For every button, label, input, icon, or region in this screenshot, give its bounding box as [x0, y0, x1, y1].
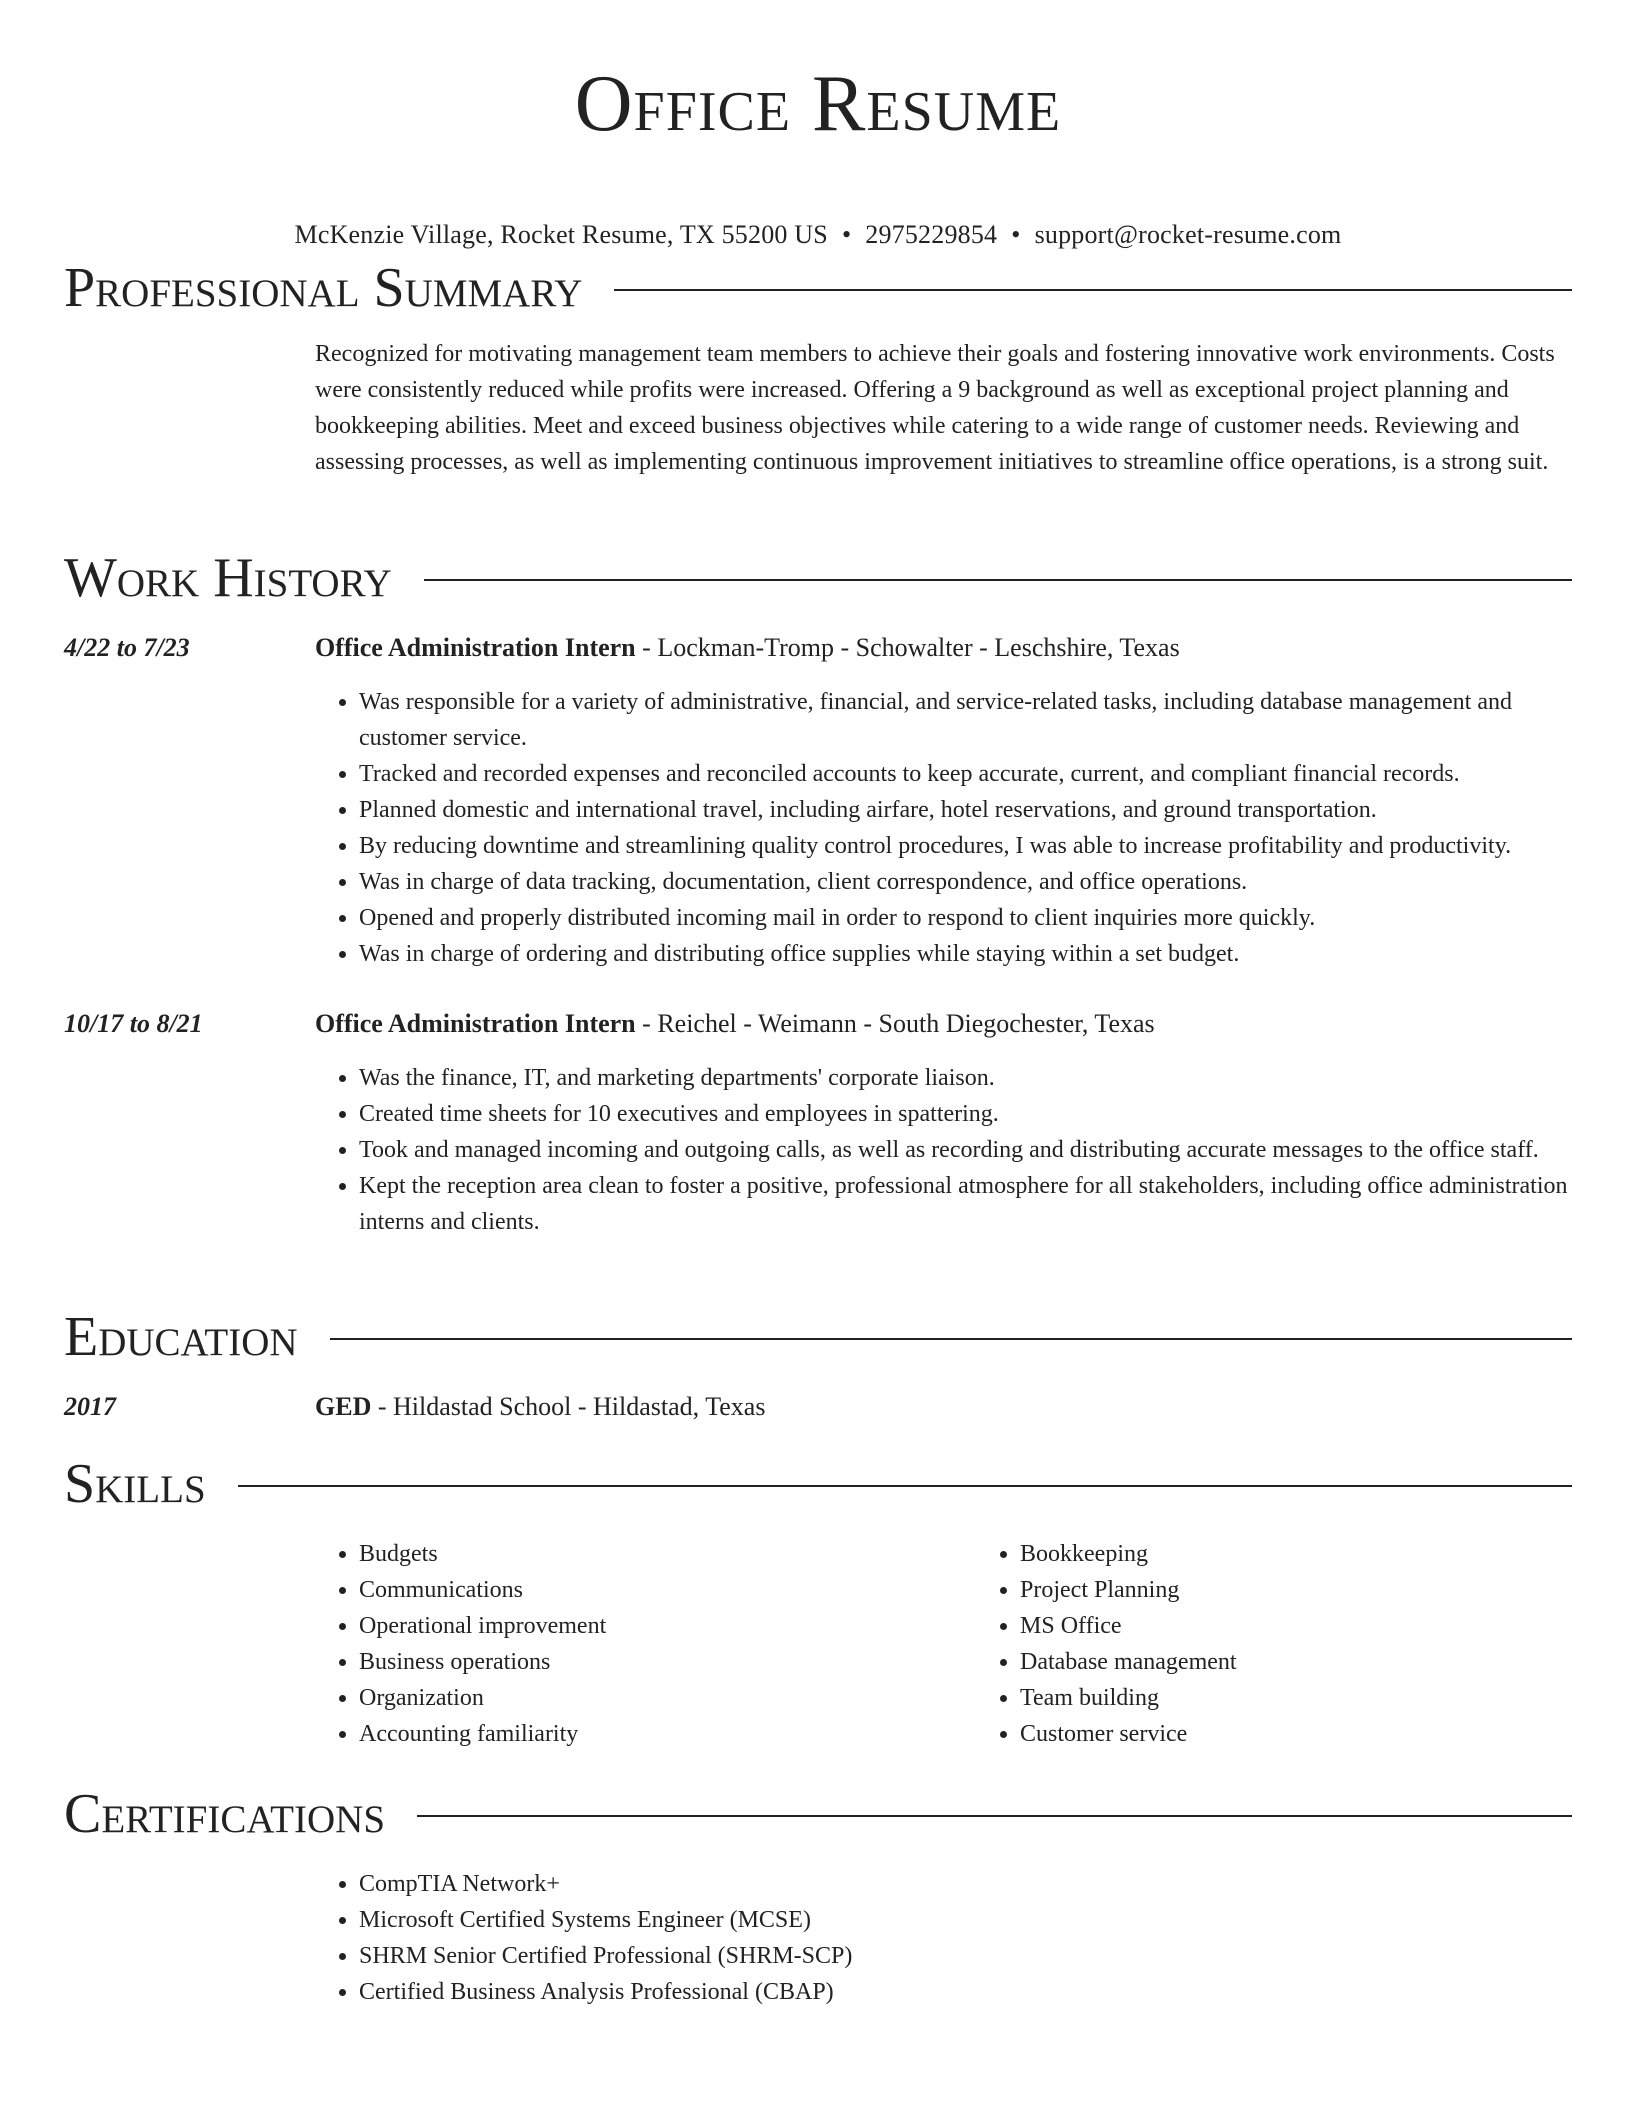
certifications-list [315, 1866, 1572, 2010]
education-entry [64, 1389, 1572, 1425]
contact-separator: • [1011, 220, 1021, 249]
resume-page [64, 0, 1572, 2005]
job-bullet: • Created time sheets for 10 executives and employees in spattering. [359, 1096, 1572, 1132]
skill-item: • Customer service [1020, 1716, 1632, 1752]
contact-phone: 2975229854 [865, 220, 998, 249]
section-divider [330, 1338, 1572, 1340]
certification-item: • SHRM Senior Certified Professional (SHRM-SCP) [359, 1938, 1572, 1974]
education-details-line [315, 1389, 1572, 1425]
job-entry [64, 1006, 1572, 1240]
certification-item: • Certified Business Analysis Professional (CBAP) [359, 1974, 1572, 2010]
left-spacer [64, 336, 315, 480]
skill-item: • Operational improvement [359, 1608, 976, 1644]
section-education [64, 1305, 1572, 1425]
job-bullet: • Opened and properly distributed incoming mail in order to respond to client inquiries more quickly. [359, 900, 1572, 936]
contact-line [64, 218, 1572, 252]
section-heading [64, 546, 1572, 610]
left-spacer [64, 1866, 315, 2010]
skill-item: • MS Office [1020, 1608, 1632, 1644]
skill-item: • Organization [359, 1680, 976, 1716]
certification-item: • CompTIA Network+ [359, 1866, 1572, 1902]
certification-item: • Microsoft Certified Systems Engineer (MCSE) [359, 1902, 1572, 1938]
education-year: 2017 [64, 1392, 116, 1421]
job-details: - Lockman-Tromp - Schowalter - Leschshire, Texas [635, 633, 1180, 662]
skill-item: • Bookkeeping [1020, 1536, 1632, 1572]
job-header [315, 630, 1572, 666]
skill-item: • Business operations [359, 1644, 976, 1680]
job-header [315, 1006, 1572, 1042]
skills-grid [315, 1536, 1632, 1752]
contact-email: support@rocket-resume.com [1034, 220, 1342, 249]
resume-title: Office Resume [574, 60, 1062, 148]
skill-item: • Team building [1020, 1680, 1632, 1716]
section-heading [64, 1452, 1572, 1516]
section-heading-label: Skills [64, 1453, 206, 1515]
job-dates: 10/17 to 8/21 [64, 1009, 203, 1038]
job-dates: 4/22 to 7/23 [64, 633, 190, 662]
skill-item: • Database management [1020, 1644, 1632, 1680]
job-details: - Reichel - Weimann - South Diegochester, Texas [635, 1009, 1155, 1038]
summary-text: Recognized for motivating management team members to achieve their goals and fostering innovative work environments. Costs were consistently reduced while profits were increased. Offering a 9 background as well as exceptional project planning and bookkeeping abilities. Meet and exceed business objectives while catering to a wide range of customer needs. Reviewing and assessing processes, as well as implementing continuous improvement initiatives to streamline office operations, is a strong suit. [315, 341, 1555, 475]
section-certifications [64, 1782, 1572, 2010]
section-work-history [64, 546, 1572, 1240]
education-degree: GED [315, 1392, 372, 1421]
skill-item: • Project Planning [1020, 1572, 1632, 1608]
section-heading [64, 256, 1572, 320]
section-heading [64, 1305, 1572, 1369]
education-school: - Hildastad School - Hildastad, Texas [371, 1392, 766, 1421]
section-divider [238, 1485, 1572, 1487]
section-heading-label: Certifications [64, 1783, 386, 1845]
job-bullets [315, 684, 1572, 972]
skill-item: • Accounting familiarity [359, 1716, 976, 1752]
section-heading-label: Work History [64, 547, 392, 609]
job-bullet: • By reducing downtime and streamlining quality control procedures, I was able to increase profitability and productivity. [359, 828, 1572, 864]
contact-separator: • [841, 220, 852, 249]
job-bullet: • Kept the reception area clean to foster a positive, professional atmosphere for all stakeholders, including office administration interns and clients. [359, 1168, 1572, 1240]
section-divider [424, 579, 1572, 581]
job-bullet: • Was the finance, IT, and marketing departments' corporate liaison. [359, 1060, 1572, 1096]
job-entry [64, 630, 1572, 972]
skill-item: • Communications [359, 1572, 976, 1608]
contact-address: McKenzie Village, Rocket Resume, TX 55200 US [294, 220, 828, 249]
section-skills [64, 1452, 1572, 1752]
job-bullet: • Was in charge of ordering and distributing office supplies while staying within a set budget. [359, 936, 1572, 972]
job-role: Office Administration Intern [315, 1009, 636, 1038]
job-bullet: • Took and managed incoming and outgoing calls, as well as recording and distributing accurate messages to the office staff. [359, 1132, 1572, 1168]
job-bullet: • Tracked and recorded expenses and reconciled accounts to keep accurate, current, and compliant financial records. [359, 756, 1572, 792]
job-role: Office Administration Intern [315, 633, 636, 662]
section-divider [417, 1815, 1572, 1817]
section-heading [64, 1782, 1572, 1846]
section-divider [614, 289, 1572, 291]
job-bullet: • Was responsible for a variety of administrative, financial, and service-related tasks, including database management and customer service. [359, 684, 1572, 756]
skills-column-left [315, 1536, 976, 1752]
skill-item: • Budgets [359, 1536, 976, 1572]
left-spacer [64, 1536, 315, 1752]
section-heading-label: Professional Summary [64, 257, 583, 319]
job-bullet: • Was in charge of data tracking, documentation, client correspondence, and office operations. [359, 864, 1572, 900]
section-professional-summary [64, 256, 1572, 480]
skills-column-right [976, 1536, 1632, 1752]
section-heading-label: Education [64, 1306, 298, 1368]
job-bullet: • Planned domestic and international travel, including airfare, hotel reservations, and ground transportation. [359, 792, 1572, 828]
job-bullets [315, 1060, 1572, 1240]
